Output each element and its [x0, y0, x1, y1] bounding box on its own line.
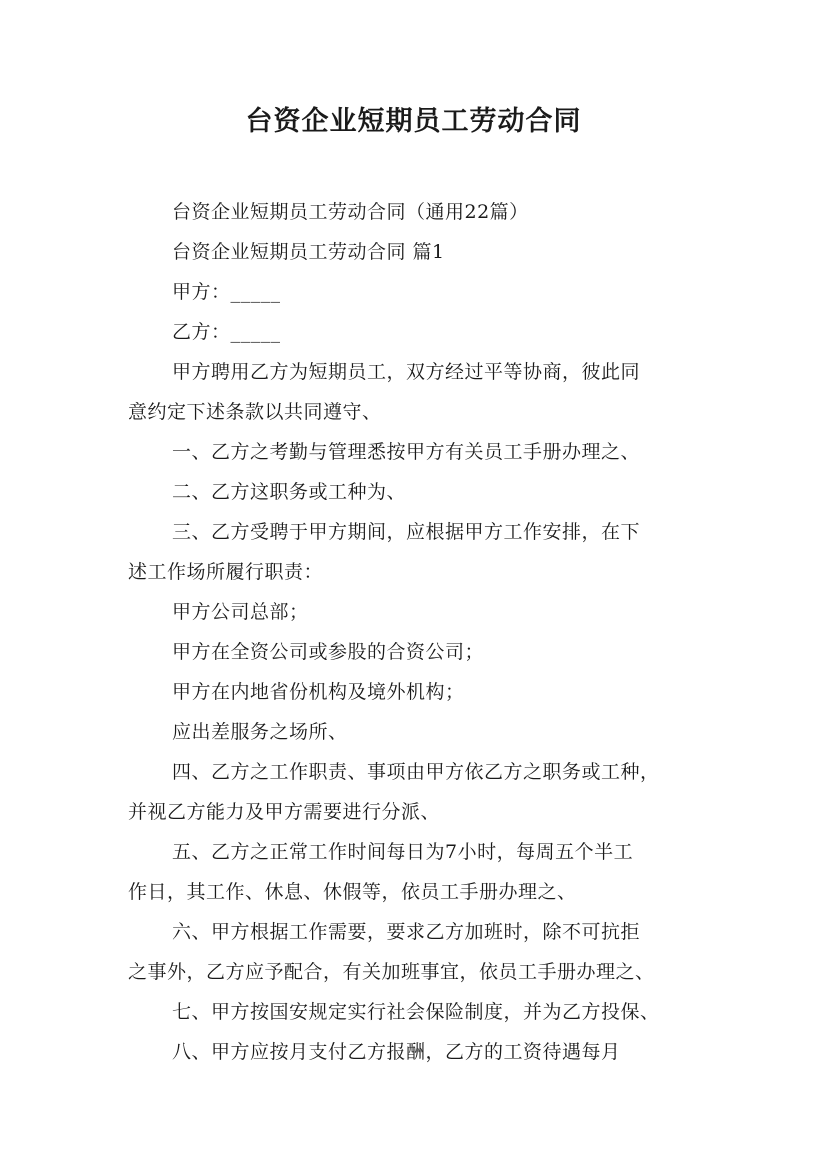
document-title: 台资企业短期员工劳动合同	[245, 106, 582, 137]
subtitle-line: 台资企业短期员工劳动合同（通用22篇）	[172, 201, 529, 223]
clause-line: 三、乙方受聘于甲方期间，应根据甲方工作安排，在下	[172, 521, 641, 543]
clause-line: 四、乙方之工作职责、事项由甲方依乙方之职务或工种，	[172, 761, 660, 783]
paragraph-line: 意约定下述条款以共同遵守、	[128, 401, 382, 423]
document-body	[128, 192, 718, 1072]
clause-line: 之事外，乙方应予配合，有关加班事宜，依员工手册办理之、	[128, 961, 655, 983]
list-item: 甲方公司总部；	[172, 601, 309, 623]
clause-line: 一、乙方之考勤与管理悉按甲方有关员工手册办理之、	[172, 441, 641, 463]
clause-line: 五、乙方之正常工作时间每日为7小时，每周五个半工	[172, 841, 634, 863]
party-b-line: 乙方：_____	[172, 321, 281, 343]
clause-line: 二、乙方这职务或工种为、	[172, 481, 407, 503]
section-heading: 台资企业短期员工劳动合同 篇1	[172, 241, 445, 263]
clause-line: 八、甲方应按月支付乙方报酬，乙方的工资待遇每月	[172, 1041, 621, 1063]
clause-line: 六、甲方根据工作需要，要求乙方加班时，除不可抗拒	[172, 921, 641, 943]
list-item: 甲方在全资公司或参股的合资公司；	[172, 641, 485, 663]
clause-line: 作日，其工作、休息、休假等，依员工手册办理之、	[128, 881, 577, 903]
clause-line: 七、甲方按国安规定实行社会保险制度，并为乙方投保、	[172, 1001, 660, 1023]
party-a-line: 甲方：_____	[172, 281, 281, 303]
list-item: 甲方在内地省份机构及境外机构；	[172, 681, 465, 703]
paragraph-line: 甲方聘用乙方为短期员工，双方经过平等协商，彼此同	[172, 361, 641, 383]
list-item: 应出差服务之场所、	[172, 721, 348, 743]
clause-line: 并视乙方能力及甲方需要进行分派、	[128, 801, 441, 823]
clause-line: 述工作场所履行职责：	[128, 561, 324, 583]
